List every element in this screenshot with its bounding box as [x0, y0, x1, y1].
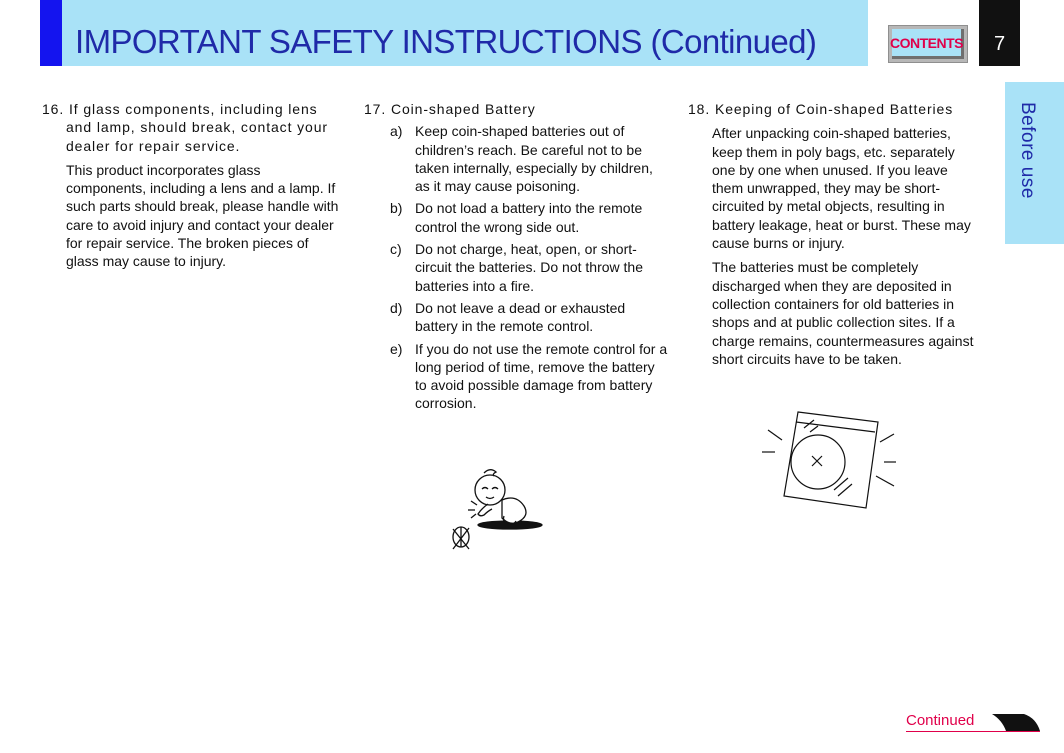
- arrow-right-icon[interactable]: [992, 712, 1042, 732]
- section-18-body-1: After unpacking coin-shaped batteries, keep them in poly bags, etc. separately one by one when unused. If you leave them unwrapped, they may be short-circuited by metal objects, resulting in battery leakage, heat or burst. These may cause burns or injury.: [712, 125, 971, 252]
- section-17: [364, 100, 670, 413]
- list-item-text: Keep coin-shaped batteries out of children’s reach. Be careful not to be taken internally, especially by children, as it may cause poisoning.: [415, 123, 653, 195]
- section-17-heading: 17. Coin-shaped Battery: [364, 101, 536, 117]
- list-item: [364, 299, 670, 336]
- list-item-letter: c): [390, 241, 402, 258]
- side-tab-label[interactable]: Before use: [1017, 102, 1038, 199]
- list-item-letter: a): [390, 123, 403, 140]
- section-16: [42, 100, 342, 271]
- page-number: 7: [979, 0, 1020, 66]
- section-18-heading: 18. Keeping of Coin-shaped Batteries: [688, 101, 954, 117]
- section-18-body-2: The batteries must be completely discharged when they are deposited in collection containers for old batteries in shops and at public collection sites. If a charge remains, countermeasures against short circuits have to be taken.: [712, 259, 974, 367]
- page-title: IMPORTANT SAFETY INSTRUCTIONS (Continued): [75, 23, 817, 60]
- continued-link[interactable]: Continued: [906, 712, 975, 729]
- list-item-text: Do not load a battery into the remote control the wrong side out.: [415, 200, 643, 235]
- list-item-text: Do not charge, heat, open, or short-circuit the batteries. Do not throw the batteries into a fire.: [415, 241, 643, 294]
- section-18: [688, 100, 980, 368]
- list-item: [364, 199, 670, 236]
- battery-in-bag-illustration: [760, 400, 900, 530]
- header-accent-block: [40, 0, 62, 66]
- list-item-letter: d): [390, 299, 403, 316]
- list-item: [364, 340, 670, 413]
- list-item-text: Do not leave a dead or exhausted battery in the remote control.: [415, 299, 626, 335]
- baby-battery-illustration: [444, 458, 548, 552]
- list-item-text: If you do not use the remote control for a long period of time, remove the battery to avoid possible damage from battery corrosion.: [415, 340, 668, 412]
- contents-button-label[interactable]: CONTENTS: [892, 29, 964, 59]
- list-item-letter: b): [390, 200, 403, 217]
- list-item: [364, 240, 670, 295]
- section-16-body: This product incorporates glass components, including a lens and a lamp. If such parts should break, please handle with care to avoid injury and contact your dealer for repair service. The broken pieces of glass may cause to injury.: [66, 161, 339, 270]
- section-16-heading: 16. If glass components, including lens and lamp, should break, contact your dealer for repair service.: [42, 101, 328, 154]
- contents-button[interactable]: [888, 25, 968, 63]
- list-item-letter: e): [390, 340, 403, 357]
- list-item: [364, 122, 670, 195]
